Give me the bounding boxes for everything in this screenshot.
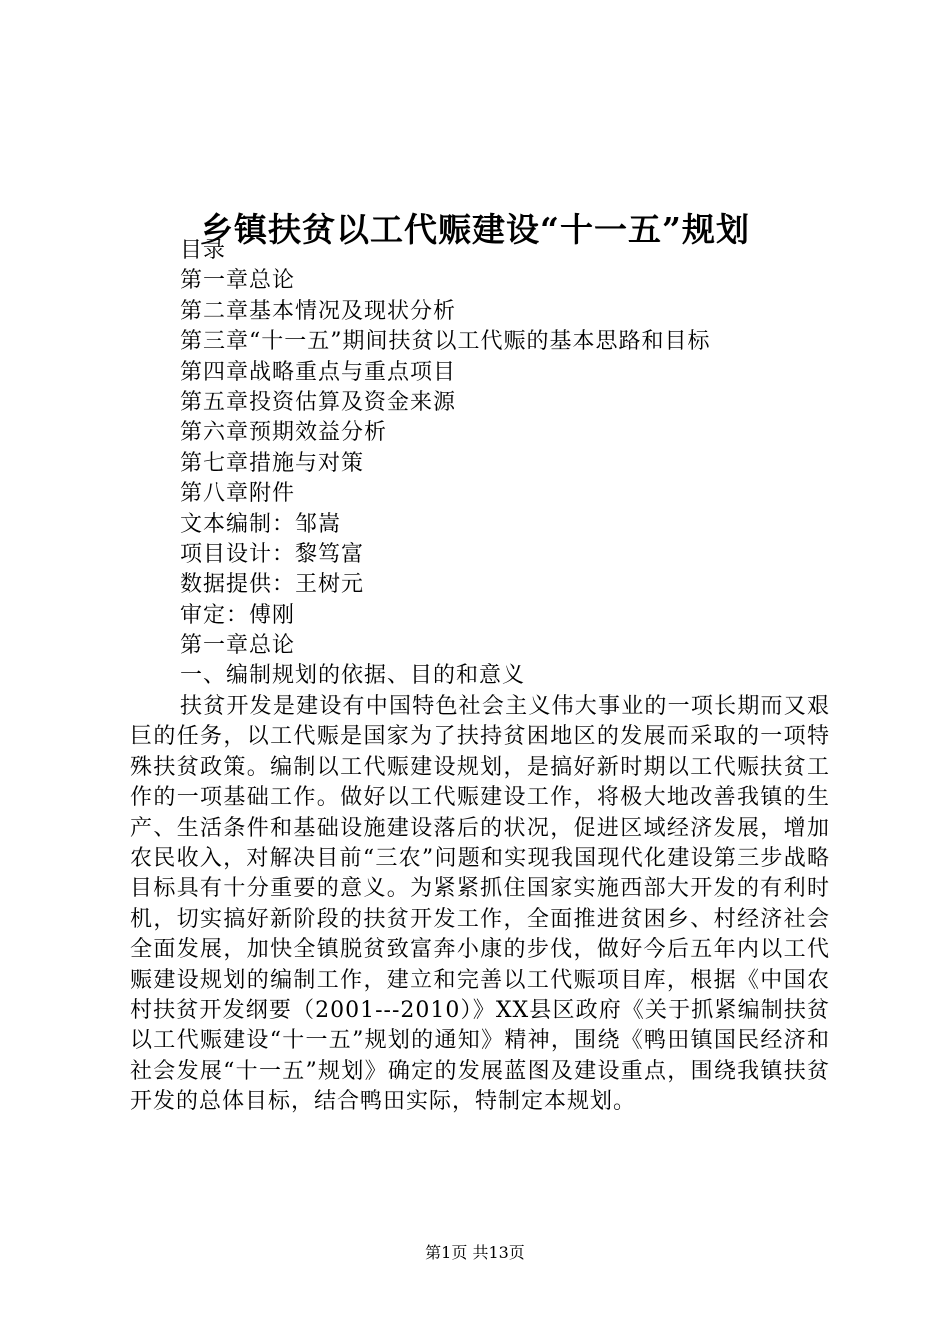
- toc-item-chapter-2: 第二章基本情况及现状分析: [180, 298, 457, 324]
- body-paragraph: 扶贫开发是建设有中国特色社会主义伟大事业的一项长期而又艰巨的任务，以工代赈是国家为了扶持贫困地区的发展而采取的一项特殊扶贫政策。编制以工代赈建设规划，是搞好新时期以工代赈扶贫工作的一项基础工作。做好以工代赈建设工作，将极大地改善我镇的生产、生活条件和基础设施建设落后的状况，促进区域经济发展，增加农民收入，对解决目前“三农”问题和实现我国现代化建设第三步战略目标具有十分重要的意义。为紧紧抓住国家实施西部大开发的有利时机，切实搞好新阶段的扶贫开发工作，全面推进贫困乡、村经济社会全面发展，加快全镇脱贫致富奔小康的步伐，做好今后五年内以工代赈建设规划的编制工作，建立和完善以工代赈项目库，根据《中国农村扶贫开发纲要（2001---2010）》XX县区政府《关于抓紧编制扶贫以工代赈建设“十一五”规划的通知》精神，围绕《鸭田镇国民经济和社会发展“十一五”规划》确定的发展蓝图及建设重点，围绕我镇扶贫开发的总体目标，结合鸭田实际，特制定本规划。: [130, 694, 830, 1115]
- document-title: 乡镇扶贫以工代赈建设“十一五”规划: [200, 210, 750, 250]
- chapter-heading: 第一章总论: [180, 633, 296, 659]
- credit-reviewer: 审定：傅刚: [180, 602, 296, 628]
- toc-item-chapter-5: 第五章投资估算及资金来源: [180, 389, 457, 415]
- toc-item-chapter-8: 第八章附件: [180, 481, 296, 507]
- toc-item-chapter-1: 第一章总论: [180, 268, 296, 294]
- toc-item-chapter-7: 第七章措施与对策: [180, 450, 365, 476]
- toc-item-chapter-6: 第六章预期效益分析: [180, 420, 388, 446]
- credit-project-design: 项目设计：黎笃富: [180, 541, 365, 567]
- credit-text-author: 文本编制：邹嵩: [180, 511, 342, 537]
- toc-heading: 目录: [180, 238, 227, 263]
- toc-item-chapter-3: 第三章“十一五”期间扶贫以工代赈的基本思路和目标: [180, 329, 711, 355]
- table-of-contents: [180, 236, 880, 692]
- page-number-footer: 第1页 共13页: [425, 1243, 525, 1262]
- toc-item-chapter-4: 第四章战略重点与重点项目: [180, 359, 457, 385]
- credit-data-provider: 数据提供：王树元: [180, 572, 365, 598]
- section-heading: 一、编制规划的依据、目的和意义: [180, 663, 526, 689]
